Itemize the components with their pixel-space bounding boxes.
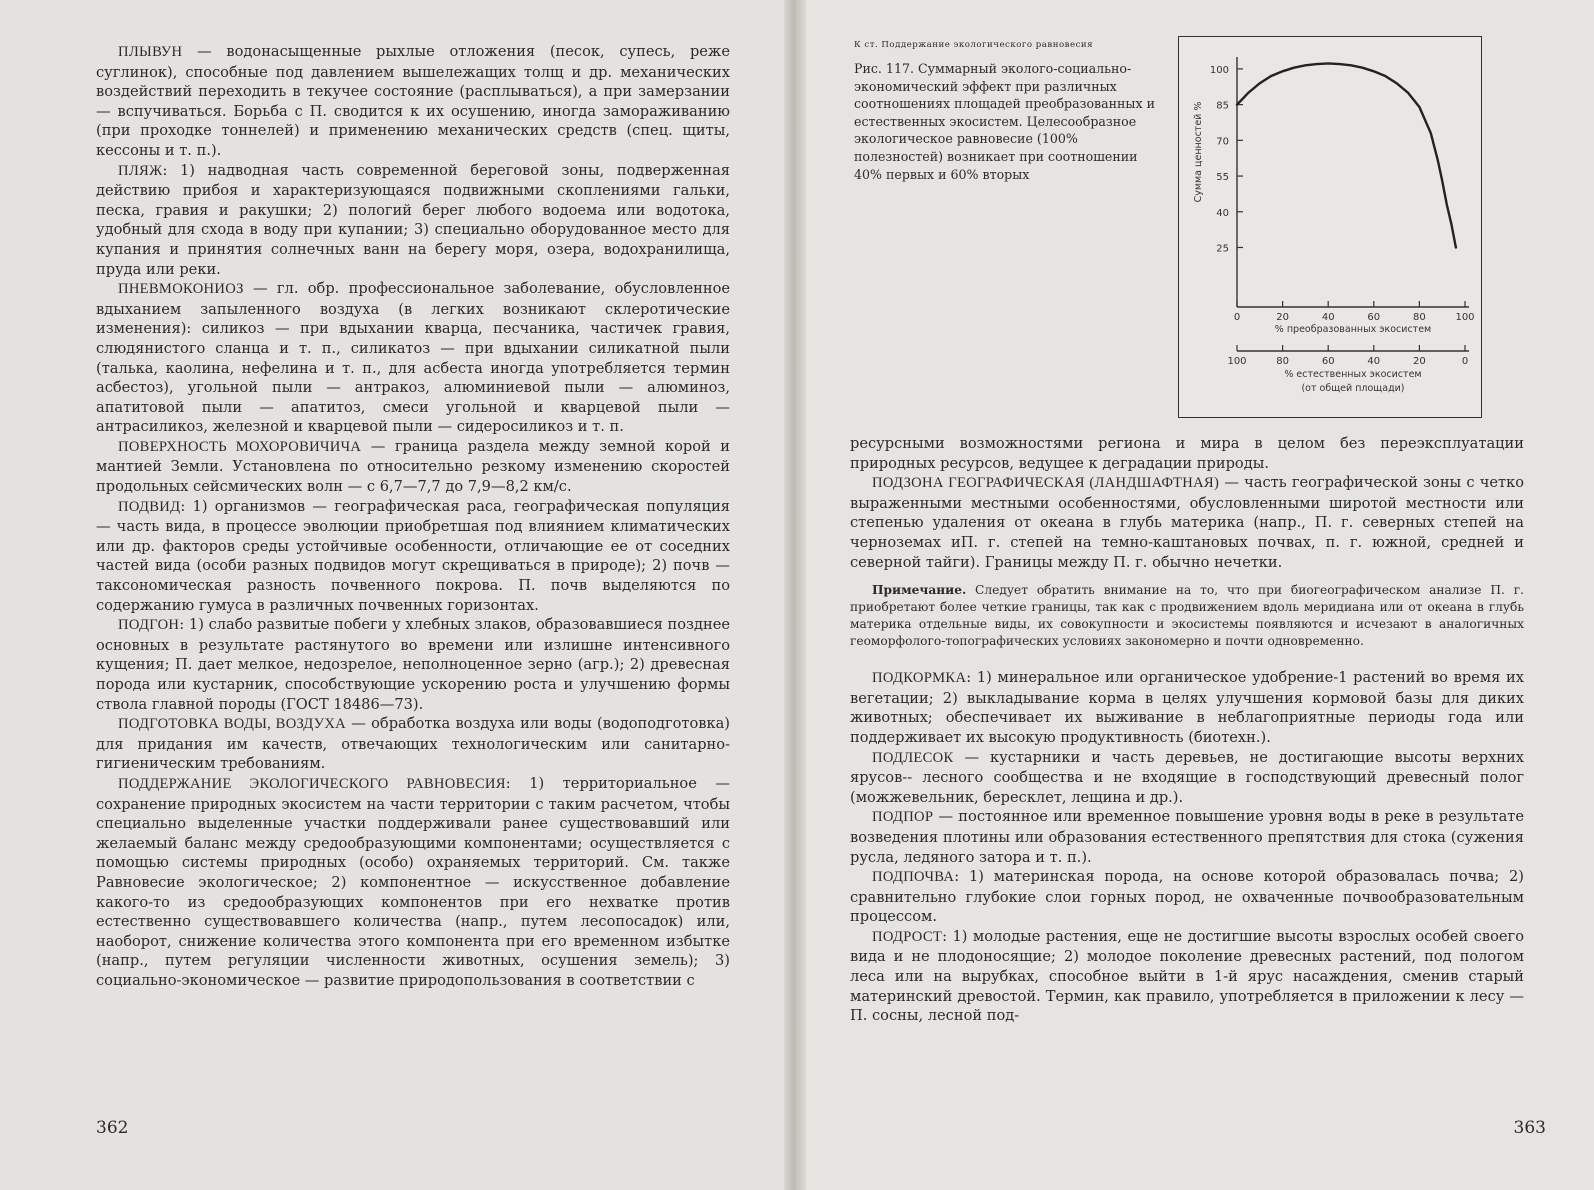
y-tick-label: 100 (1209, 64, 1229, 76)
entry-term: ПОДГОТОВКА ВОДЫ, ВОЗДУХА (118, 716, 347, 733)
left-page (0, 0, 790, 1190)
figure-117-chart (1178, 36, 1482, 418)
y-tick-label: 85 (1216, 100, 1229, 112)
dictionary-entry (96, 615, 730, 714)
dictionary-entry (850, 748, 1524, 808)
right-entries-2 (850, 668, 1524, 1026)
entry-definition: — кустарники и часть деревьев, не достигающие высоты верхних ярусов-- лесного сообщества и не входящие в господствующий древесный полог (можжевельник, бересклет, лещина и др.). (850, 748, 1524, 806)
entry-definition: : 1) организмов — географическая раса, географическая популяция — часть вида, в процессе эволюции приобретшая под влиянием климатических или др. факторов среды устойчивые особенности, отличающие ее от соседних частей вида (особи разных подвидов могут скрещиваться в природе); 2) почв — таксономическая разность почвенного покрова. П. почв выделяются по содержанию гумуса в различных почвенных горизонтах. (96, 497, 730, 614)
x-tick-label: 20 (1276, 312, 1289, 323)
dictionary-entry (850, 867, 1524, 927)
entry-definition: : 1) материнская порода, на основе которой образовалась почва; 2) сравнительно глубокие слои горных пород, не охваченные почвообразовательным процессом. (850, 868, 1524, 926)
entry-term: ПЛЯЖ (118, 162, 163, 179)
x-tick-label: 0 (1233, 312, 1241, 323)
entry-definition: — гл. обр. профессиональное заболевание, обусловленное вдыханием запыленного воздуха (в легких возникают склеротические изменения): силикоз — при вдыхании кварца, песчаника, частичек гравия, слюдянистого сланца и т. п., силикатоз — при вдыхании силикатной пыли (талька, каолина, нефелина и т. п., для асбеста иногда употребляется термин асбестоз), угольной пыли — антракоз, алюминиевой пыли — алюминоз, апатитовой пыли — апатитоз, смеси угольной и кварцевой пыли — антрасиликоз, железной и кварцевой пыли — сидеросиликоз и т. п. (96, 280, 730, 436)
x2-axis-title: % естественных экосистем (1284, 369, 1422, 380)
dictionary-entry (96, 497, 730, 616)
page-number-right: 363 (1513, 1118, 1546, 1138)
note-text: Следует обратить внимание на то, что при биогеографическом анализе П. г. приобретают более четкие границы, так как с продвижением вдоль меридиана или от океана в глубь материка отдельные виды, их совокупности и экосистемы появляются и исчезают в аналогичных геоморфолого-топографических условиях закономерно и почти одновременно. (850, 583, 1524, 649)
entry-definition: — часть географической зоны с четко выраженными местными особенностями, обусловленными широтой местности или степенью удаления от океана в глубь материка (напр., П. г. северных степей на черноземах иП. г. степей на темно-каштановых почвах, п. г. южной, средней и северной тайги). Границы между П. г. обычно нечетки. (850, 474, 1525, 571)
dictionary-entry (96, 42, 730, 161)
series-line (1237, 63, 1456, 247)
y-tick-label: 40 (1216, 207, 1229, 219)
entry-term: ПОДРОСТ (872, 928, 943, 945)
figure-caption: Рис. 117. Суммарный эколого-социально-экономический эффект при различных соотношениях площадей преобразованных и естественных экосистем. Целесообразное экологическое равновесие (100% полезностей) возникает при соотношении 40% первых и 60% вторых (854, 61, 1155, 182)
figure-caption-column (850, 36, 1160, 426)
entry-definition: : 1) минеральное или органическое удобрение-1 растений во время их вегетации; 2) выкладывание корма в целях улучшения кормовой базы для диких животных; обеспечивает их выживание в неблагоприятные периоды года или поддерживает их высокую продуктивность (биотехн.). (850, 669, 1524, 746)
left-entries (96, 42, 730, 991)
dictionary-entry (850, 807, 1524, 867)
dictionary-entry (850, 668, 1524, 747)
dictionary-entry (96, 714, 730, 774)
entry-term: ПНЕВМОКОНИОЗ (118, 281, 244, 298)
entry-term: ПОДДЕРЖАНИЕ ЭКОЛОГИЧЕСКОГО РАВНОВЕСИЯ (118, 775, 506, 792)
entry-definition: : 1) слабо развитые побеги у хлебных злаков, образовавшиеся позднее основных в результате растянутого во времени или излишне интенсивного кущения; П. дает мелкое, недозрелое, неполноценное зерно (агр.); 2) древесная порода или кустарник, способствующие ускорению роста и улучшению формы ствола главной породы (ГОСТ 18486—73). (96, 616, 730, 713)
entry-term: ПОДКОРМКА (872, 670, 967, 687)
running-head: К ст. Поддержание экологического равновесия (854, 40, 1094, 50)
entry-definition: : 1) надводная часть современной береговой зоны, подверженная действию прибоя и характеризующаяся подвижными скоплениями гальки, песка, гравия и ракушки; 2) пологий берег любого водоема или водотока, удобный для схода в воду при купании; 3) специально оборудованное место для купания и принятия солнечных ванн на берегу моря, озера, водохранилища, пруда или реки. (96, 161, 730, 278)
entry-definition: — граница раздела между земной корой и мантией Земли. Установлена по относительно резкому изменению скоростей продольных сейсмических волн — с 6,7—7,7 до 7,9—8,2 км/с. (96, 437, 730, 496)
dictionary-entry (850, 927, 1524, 1026)
right-entries (850, 473, 1524, 572)
y-tick-label: 70 (1216, 136, 1229, 148)
x2-tick-label: 0 (1461, 356, 1469, 367)
x2-tick-label: 60 (1321, 356, 1335, 367)
dictionary-entry (96, 279, 730, 437)
x2-tick-label: 40 (1367, 356, 1381, 367)
dictionary-entry (96, 774, 730, 991)
y-tick-label: 25 (1216, 243, 1229, 255)
entry-term: ПОДПОР (872, 809, 934, 826)
entry-definition: — водонасыщенные рыхлые отложения (песок, супесь, реже суглинок), способные под давлением вышележащих толщ и др. механических воздействий переходить в текучее состояние (расплываться), а при замерзании — вспучиваться. Борьба с П. сводится к их осушению, иногда замораживанию (при проходке тоннелей) и применению механических средств (спец. щиты, кессоны и т. п.). (96, 43, 730, 159)
dictionary-entry (850, 473, 1524, 572)
x-tick-label: 60 (1367, 312, 1381, 323)
right-page (790, 0, 1594, 1190)
entry-term: ПОДЗОНА ГЕОГРАФИЧЕСКАЯ (ЛАНДШАФТНАЯ) (872, 475, 1220, 492)
entry-definition: — постоянное или временное повышение уровня воды в реке в результате возведения плотины или образования естественного препятствия для стока (сужения русла, ледяного затора и т. п.). (850, 808, 1524, 866)
entry-term: ПОДВИД (118, 498, 181, 515)
x2-tick-label: 100 (1227, 356, 1247, 367)
entry-definition: : 1) молодые растения, еще не достигшие высоты взрослых особей своего вида и не плодоносящие; 2) молодое поколение древесных растений, под пологом леса или на вырубках, способное выйти в 1-й ярус насаждения, сменив старый материнский древостой. Термин, как правило, употребляется в приложении к лесу — П. сосны, лесной под- (850, 927, 1524, 1025)
dictionary-entry (96, 161, 730, 280)
entry-definition: : 1) территориальное — сохранение природных экосистем на части территории с таким расчетом, чтобы специально выделенные участки поддерживали ранее существовавший или желаемый баланс между средообразующими компонентами; осуществляется с помощью системы природных (особо) охраняемых территорий. См. также Равновесие экологическое; 2) компонентное — искусственное добавление какого-то из средообразующих компонентов при его нехватке против естественно существовавшего количества (напр., путем лесопосадок) или, наоборот, снижение количества этого компонента при его временном избытке (напр., путем регуляции численности животных, осушения земель); 3) социально-экономическое — развитие природопользования в соответствии с (96, 774, 730, 989)
figure-block (850, 36, 1524, 426)
x2-tick-label: 20 (1413, 356, 1426, 367)
entry-term: ПОДЛЕСОК (872, 749, 954, 766)
chart-svg (1179, 37, 1481, 417)
page-number-left: 362 (96, 1118, 129, 1138)
entry-term: ПЛЫВУН (118, 44, 183, 60)
x-axis-title: % преобразованных экосистем (1274, 324, 1432, 335)
entry-term: ПОВЕРХНОСТЬ МОХОРОВИЧИЧА (118, 438, 362, 455)
entry-term: ПОДГОН (118, 617, 180, 634)
x-tick-label: 100 (1455, 312, 1475, 323)
x-tick-label: 80 (1413, 312, 1426, 323)
dictionary-entry (96, 437, 730, 497)
entry-definition: — обработка воздуха или воды (водоподготовка) для придания им качеств, отвечающих технологическим или санитарно-гигиеническим требованиям. (96, 715, 731, 773)
book-gutter (784, 0, 806, 1190)
x2-tick-label: 80 (1276, 356, 1289, 367)
entry-term: ПОДПОЧВА (872, 869, 955, 886)
y-axis-title: Сумма ценностей % (1193, 101, 1204, 203)
x2-axis-subtitle: (от общей площади) (1301, 383, 1405, 394)
note-label: Примечание. (872, 583, 967, 598)
note (850, 582, 1524, 650)
y-tick-label: 55 (1216, 172, 1229, 184)
x-tick-label: 40 (1321, 312, 1335, 323)
continuation-text: ресурсными возможностями региона и мира в целом без переэксплуатации природных ресурсов, ведущее к деградации природы. (850, 435, 1524, 472)
